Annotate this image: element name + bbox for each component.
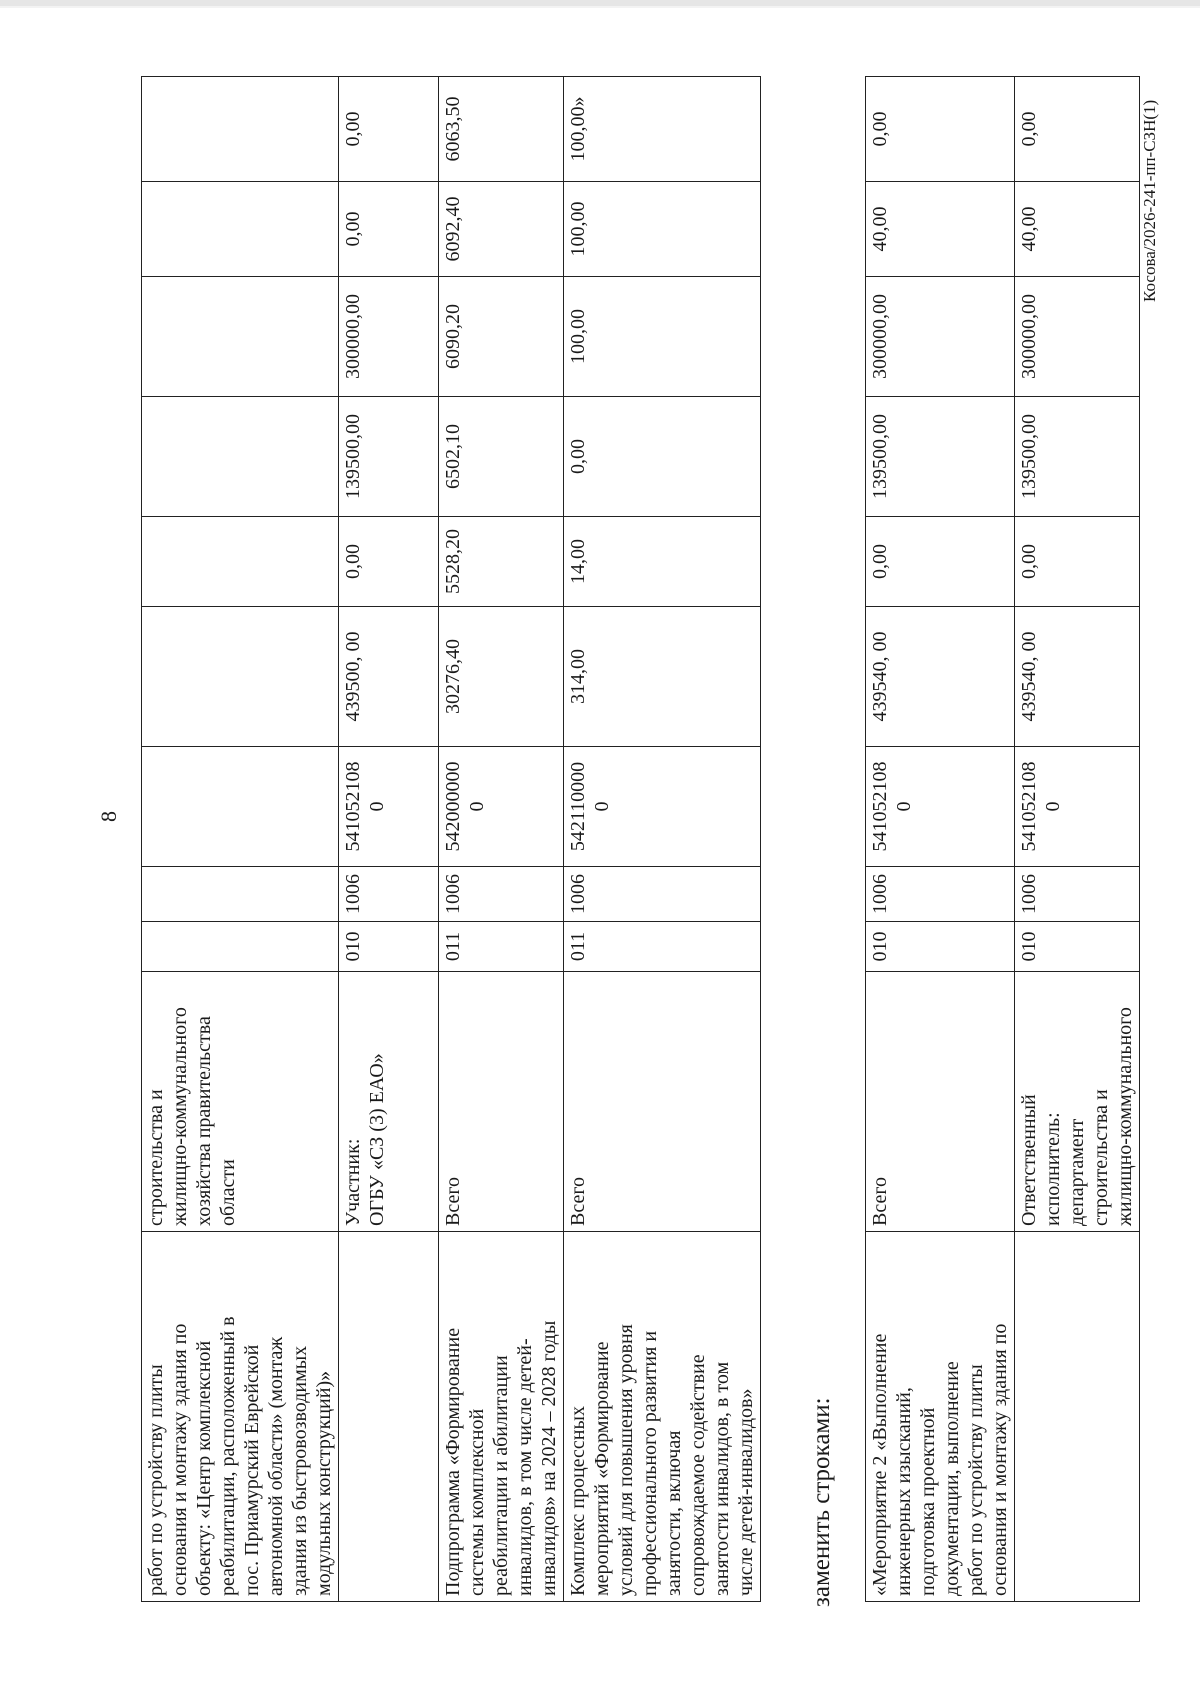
rzpr-cell: 1006 [439, 867, 564, 922]
amount-cell: 6092,40 [439, 182, 564, 277]
csr-cell-line: 0 [893, 801, 915, 812]
amount-cell: 300000,00 [339, 277, 439, 397]
name-cell-line: системы комплексной [466, 1408, 488, 1596]
grbs-cell: 010 [339, 922, 439, 972]
executor-cell-line: Всего [567, 1176, 589, 1226]
grbs-cell: 010 [866, 922, 1015, 972]
amount-cell: 40,00 [1015, 182, 1140, 277]
name-cell-line: инвалидов» на 2024 – 2028 годы [538, 1320, 560, 1596]
name-cell-line: документации, выполнение [941, 1361, 963, 1596]
name-cell-line: работ по устройству плиты [145, 1364, 167, 1596]
csr-cell-line: 0 [366, 801, 388, 812]
name-cell [1015, 1232, 1140, 1602]
executor-cell [142, 972, 339, 1232]
name-cell-line: инвалидов, в том числе детей- [514, 1338, 536, 1596]
amount-cell: 0,00 [339, 517, 439, 607]
amount-cell: 0,00 [866, 77, 1015, 182]
name-cell-line: работ по устройству плиты [965, 1364, 987, 1596]
rzpr-cell: 1006 [339, 867, 439, 922]
budget-table-current [141, 76, 761, 1602]
executor-cell-line: области [217, 1159, 239, 1226]
rzpr-cell: 1006 [564, 867, 761, 922]
amount-cell: 0,00 [564, 397, 761, 517]
executor-cell-line: Всего [442, 1176, 464, 1226]
executor-cell [564, 972, 761, 1232]
amount-cell: 100,00» [564, 77, 761, 182]
amount-cell: 300000,00 [866, 277, 1015, 397]
grbs-cell: 010 [1015, 922, 1140, 972]
csr-cell [142, 747, 339, 867]
table-row [339, 77, 439, 1602]
page-number: 8 [96, 811, 121, 822]
csr-cell-line: 542110000 [567, 761, 589, 852]
name-cell-line: пос. Приамурский Еврейской [241, 1344, 263, 1596]
name-cell [564, 1232, 761, 1602]
amount-cell [142, 397, 339, 517]
csr-cell [339, 747, 439, 867]
amount-cell: 40,00 [866, 182, 1015, 277]
name-cell [142, 1232, 339, 1602]
name-cell-line: профессионального развития и [639, 1330, 661, 1596]
name-cell-line: числе детей-инвалидов» [735, 1388, 757, 1596]
rzpr-cell: 1006 [1015, 867, 1140, 922]
csr-cell-line: 541052108 [1018, 761, 1040, 852]
name-cell [866, 1232, 1015, 1602]
name-cell-line: реабилитации и абилитации [490, 1355, 512, 1596]
amount-cell: 0,00 [339, 182, 439, 277]
name-cell [439, 1232, 564, 1602]
name-cell-line: реабилитации, расположенный в [217, 1316, 239, 1596]
executor-cell-line: строительства и [1090, 1089, 1112, 1226]
executor-cell-line: департамент [1066, 1118, 1088, 1226]
csr-cell-line: 541052108 [342, 761, 364, 852]
executor-cell-line: Участник: [342, 1138, 364, 1226]
amount-cell: 100,00 [564, 277, 761, 397]
amount-cell: 0,00 [1015, 517, 1140, 607]
total-cell: 439540, 00 [1015, 607, 1140, 747]
executor-cell-line: хозяйства правительства [193, 1016, 215, 1226]
table-row [439, 77, 564, 1602]
rzpr-cell: 1006 [866, 867, 1015, 922]
amount-cell: 139500,00 [339, 397, 439, 517]
name-cell-line: автономной области» (монтаж [265, 1336, 287, 1596]
executor-cell-line: жилищно-коммунального [1114, 1007, 1136, 1226]
amount-cell [142, 77, 339, 182]
amount-cell: 0,00 [1015, 77, 1140, 182]
executor-cell [439, 972, 564, 1232]
amount-cell: 0,00 [339, 77, 439, 182]
amount-cell: 300000,00 [1015, 277, 1140, 397]
executor-cell [866, 972, 1015, 1232]
name-cell [339, 1232, 439, 1602]
grbs-cell [142, 922, 339, 972]
budget-table-replacement [865, 76, 1140, 1602]
amount-cell [142, 277, 339, 397]
executor-cell-line: ОГБУ «СЗ (3) ЕАО» [366, 1053, 388, 1226]
amount-cell [142, 517, 339, 607]
grbs-cell: 011 [564, 922, 761, 972]
name-cell-line: Комплекс процессных [567, 1406, 589, 1596]
executor-cell-line: жилищно-коммунального [169, 1007, 191, 1226]
replace-with-rows-text: заменить строками: [808, 1397, 835, 1607]
name-cell-line: здания из быстровозводимых [289, 1345, 311, 1596]
name-cell-line: основания и монтажу здания по [989, 1323, 1011, 1596]
table-row [1015, 77, 1140, 1602]
total-cell: 439500, 00 [339, 607, 439, 747]
executor-cell [339, 972, 439, 1232]
name-cell-line: «Мероприятие 2 «Выполнение [869, 1333, 891, 1596]
csr-cell-line: 0 [591, 801, 613, 812]
table-row [564, 77, 761, 1602]
executor-cell-line: строительства и [145, 1089, 167, 1226]
total-cell: 30276,40 [439, 607, 564, 747]
name-cell-line: Подпрограмма «Формирование [442, 1327, 464, 1596]
document-footer-code: Косова/2026-241-пп-СЗН(1) [1140, 99, 1159, 302]
amount-cell: 6090,20 [439, 277, 564, 397]
table-row [142, 77, 339, 1602]
amount-cell [142, 182, 339, 277]
amount-cell: 100,00 [564, 182, 761, 277]
amount-cell: 139500,00 [1015, 397, 1140, 517]
csr-cell [866, 747, 1015, 867]
name-cell-line: занятости инвалидов, в том [711, 1361, 733, 1596]
name-cell-line: занятости, включая [663, 1430, 685, 1596]
csr-cell-line: 541052108 [869, 761, 891, 852]
name-cell-line: инженерных изысканий, [893, 1387, 915, 1596]
name-cell-line: модульных конструкций)» [313, 1370, 335, 1596]
csr-cell [564, 747, 761, 867]
grbs-cell: 011 [439, 922, 564, 972]
amount-cell: 139500,00 [866, 397, 1015, 517]
table-row [866, 77, 1015, 1602]
csr-cell-line: 0 [1042, 801, 1064, 812]
amount-cell: 6063,50 [439, 77, 564, 182]
rzpr-cell [142, 867, 339, 922]
executor-cell-line: Ответственный [1018, 1094, 1040, 1226]
name-cell-line: основания и монтажу здания по [169, 1323, 191, 1596]
amount-cell: 14,00 [564, 517, 761, 607]
amount-cell: 6502,10 [439, 397, 564, 517]
executor-cell-line: Всего [869, 1176, 891, 1226]
executor-cell-line: исполнитель: [1042, 1112, 1064, 1226]
csr-cell-line: 542000000 [442, 761, 464, 852]
name-cell-line: подготовка проектной [917, 1407, 939, 1596]
name-cell-line: объекту: «Центр комплексной [193, 1340, 215, 1596]
amount-cell: 0,00 [866, 517, 1015, 607]
csr-cell [1015, 747, 1140, 867]
csr-cell [439, 747, 564, 867]
total-cell: 439540, 00 [866, 607, 1015, 747]
name-cell-line: сопровождаемое содействие [687, 1354, 709, 1596]
name-cell-line: мероприятий «Формирование [591, 1341, 613, 1596]
amount-cell: 5528,20 [439, 517, 564, 607]
name-cell-line: условий для повышения уровня [615, 1324, 637, 1596]
executor-cell [1015, 972, 1140, 1232]
total-cell: 314,00 [564, 607, 761, 747]
csr-cell-line: 0 [466, 801, 488, 812]
total-cell [142, 607, 339, 747]
